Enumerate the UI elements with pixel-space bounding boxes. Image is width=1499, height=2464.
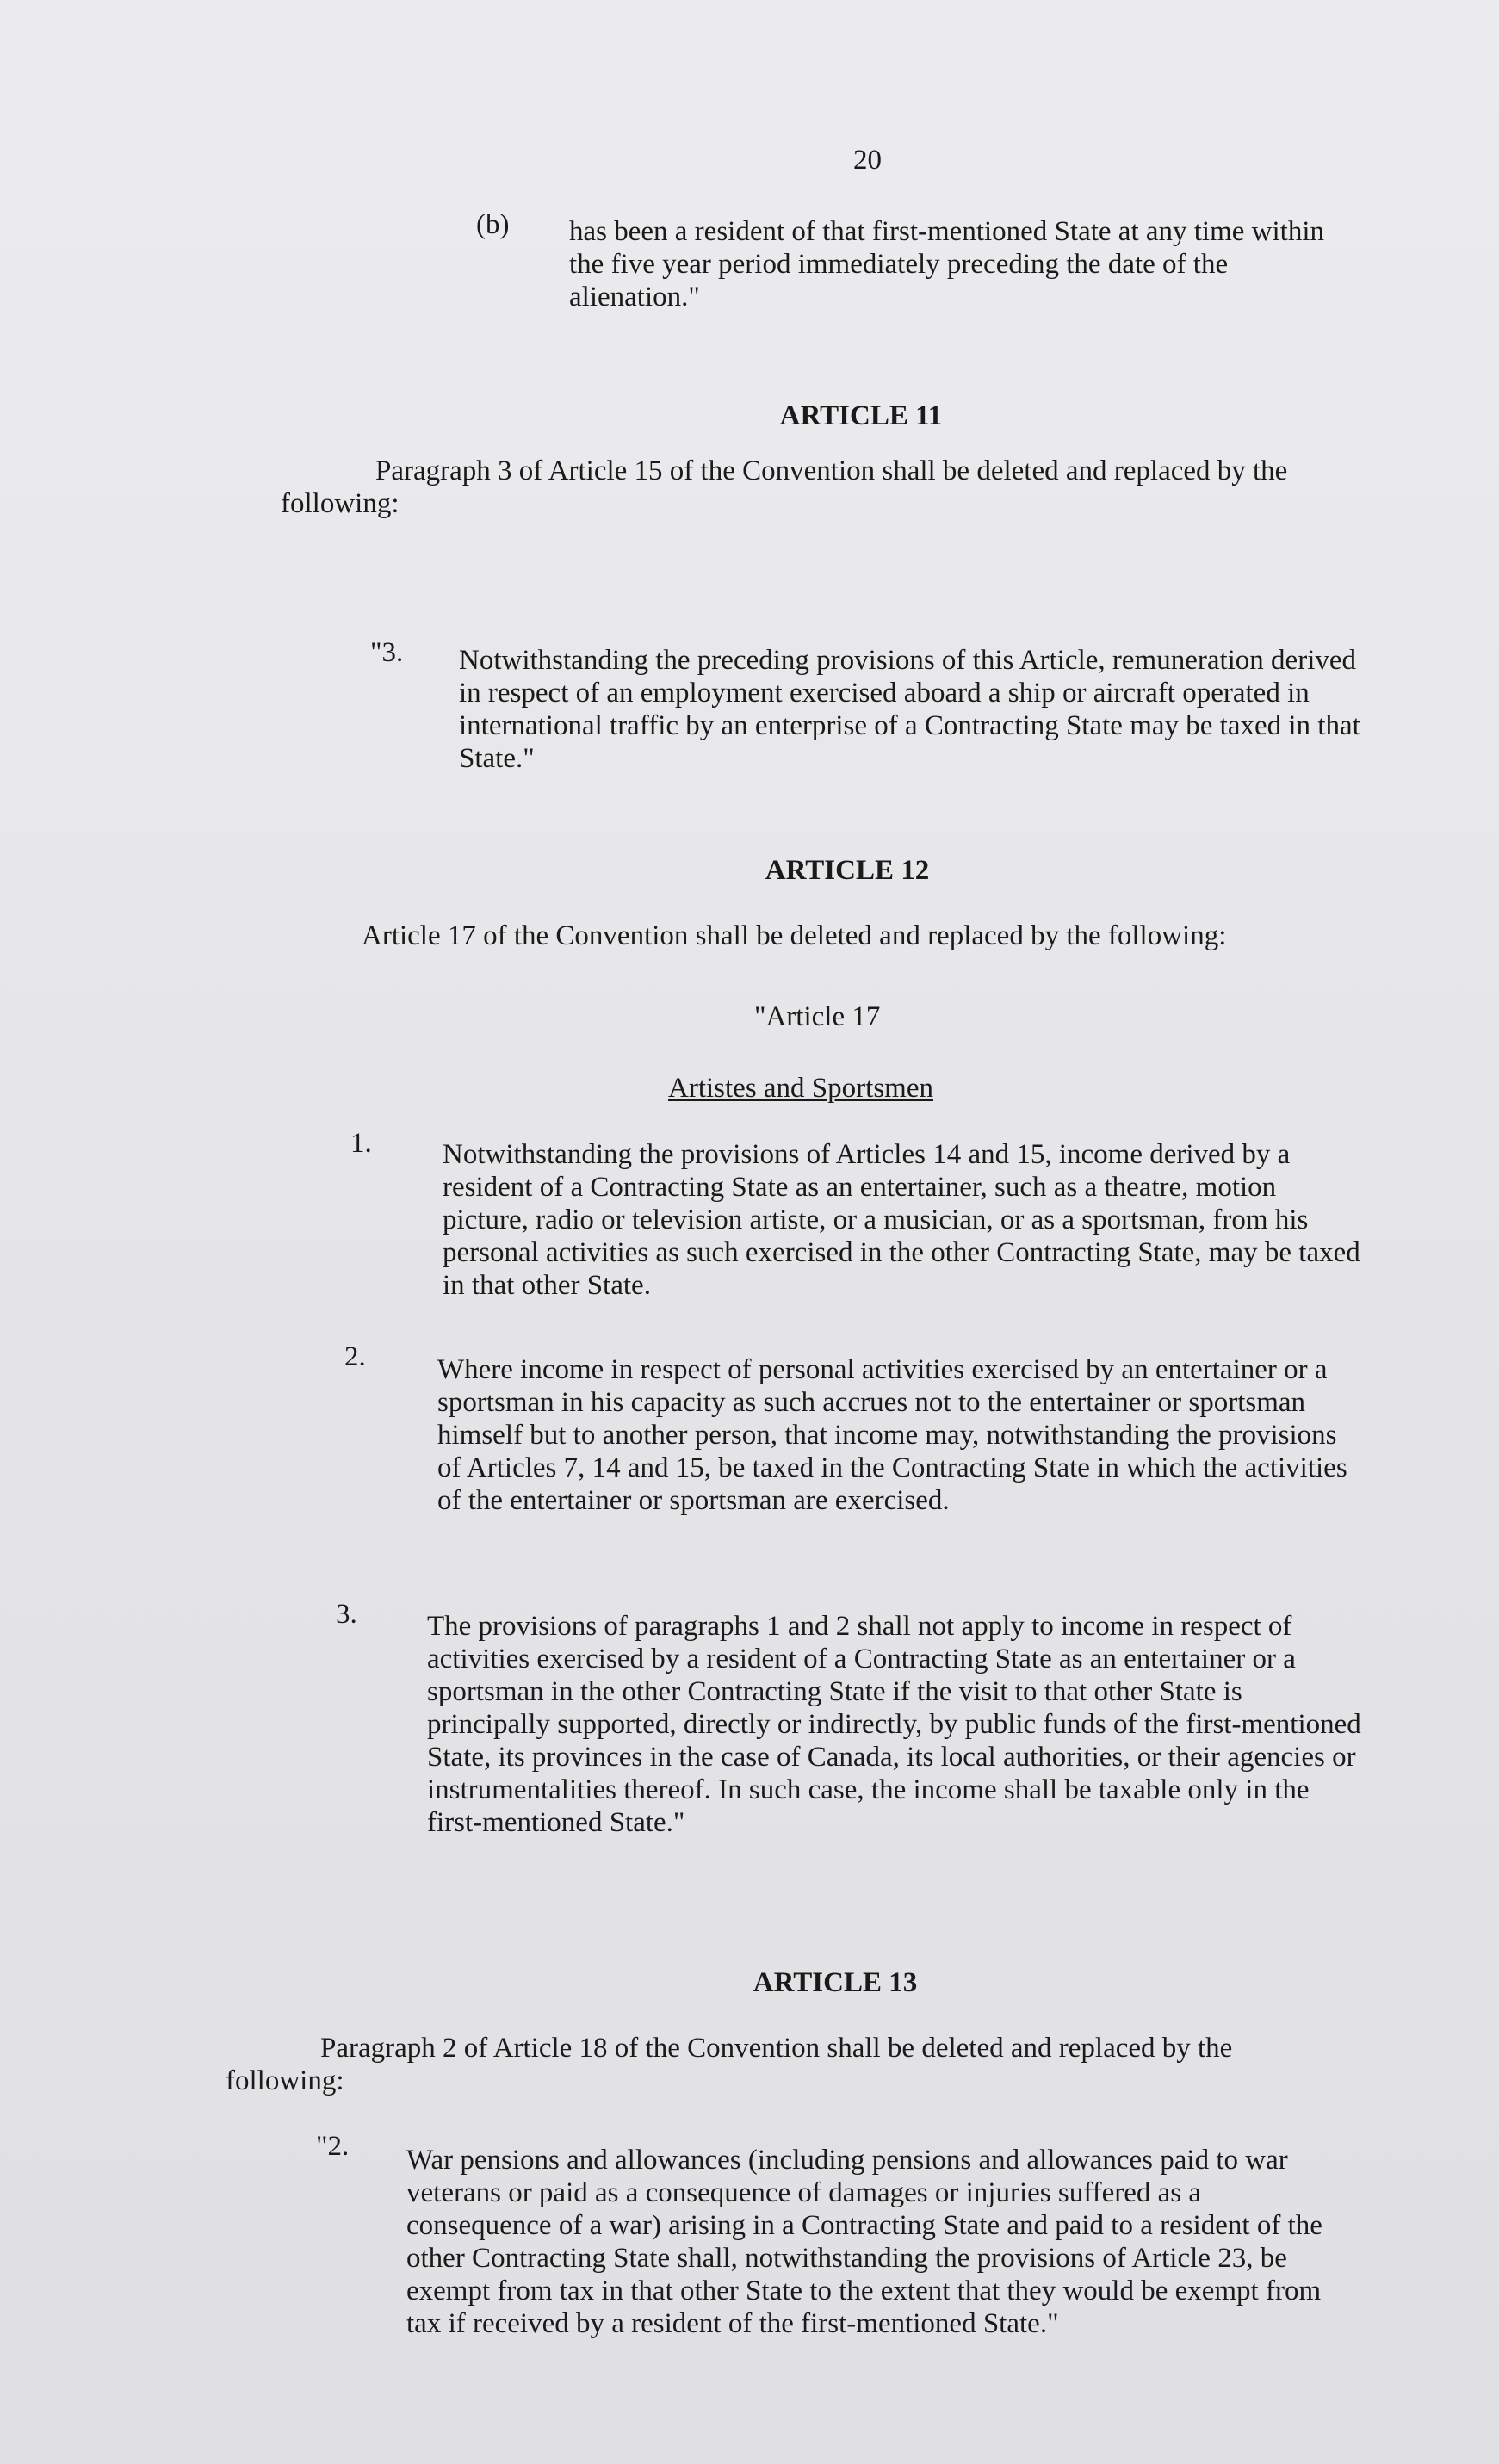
article-17-para1-text: Notwithstanding the provisions of Articles 14 and 15, income derived by a resident of a Contracting State as an entertainer, such as a theatre, motion picture, radio or television artiste, or a musician, or as a sportsman, from his personal activities as such exercised in the other Contracting State, may be taxed in that other State. <box>443 1139 1360 1301</box>
article-17-subheading: "Article 17 <box>754 1001 881 1032</box>
item-b-text: has been a resident of that first-mentioned State at any time within the five year period immediately preceding the date of the alienation." <box>569 216 1324 313</box>
page-number: 20 <box>853 145 882 176</box>
article-11-para3-text: Notwithstanding the preceding provisions of this Article, remuneration derived in respect of an employment exercised aboard a ship or aircraft operated in international traffic by an enterprise of a Contracting State may be taxed in that State." <box>459 645 1360 774</box>
article-13-intro: Paragraph 2 of Article 18 of the Convention shall be deleted and replaced by the following: <box>226 2033 1233 2096</box>
article-17-title: Artistes and Sportsmen <box>668 1073 933 1104</box>
article-12-intro: Article 17 of the Convention shall be deleted and replaced by the following: <box>362 920 1227 951</box>
article-12-heading: ARTICLE 12 <box>765 855 930 886</box>
article-17-para3-label: 3. <box>336 1599 357 1630</box>
article-13-para2-text: War pensions and allowances (including pensions and allowances paid to war veterans or paid as a consequence of damages or injuries suffered as a consequence of a war) arising in a Contracting State and paid to a resident of the other Contracting State shall, notwithstanding the provisions of Article 23, be exempt from tax in that other State to the extent that they would be exempt from tax if received by a resident of the first-mentioned State." <box>406 2145 1322 2339</box>
article-13-para2-label: "2. <box>316 2131 350 2162</box>
article-11-para3-label: "3. <box>370 637 404 668</box>
article-17-para3-text: The provisions of paragraphs 1 and 2 shall not apply to income in respect of activities exercised by a resident of a Contracting State as an entertainer or a sportsman in the other Contracting State if the visit to that other State is principally supported, directly or indirectly, by public funds of the first-mentioned State, its provinces in the case of Canada, its local authorities, or their agencies or instrumentalities thereof. In such case, the income shall be taxable only in the first-mentioned State." <box>427 1611 1361 1838</box>
item-b-label: (b) <box>476 209 510 240</box>
article-17-para2-label: 2. <box>344 1341 366 1372</box>
article-11-heading: ARTICLE 11 <box>779 400 943 431</box>
article-13-heading: ARTICLE 13 <box>753 1967 918 1998</box>
article-17-para2-text: Where income in respect of personal activities exercised by an entertainer or a sportsman in his capacity as such accrues not to the entertainer or sportsman himself but to another person, that income may, notwithstanding the provisions of Articles 7, 14 and 15, be taxed in the Contracting State in which the activities of the entertainer or sportsman are exercised. <box>437 1354 1347 1516</box>
article-11-intro: Paragraph 3 of Article 15 of the Convention shall be deleted and replaced by the following: <box>281 455 1288 519</box>
article-17-para1-label: 1. <box>350 1128 372 1159</box>
